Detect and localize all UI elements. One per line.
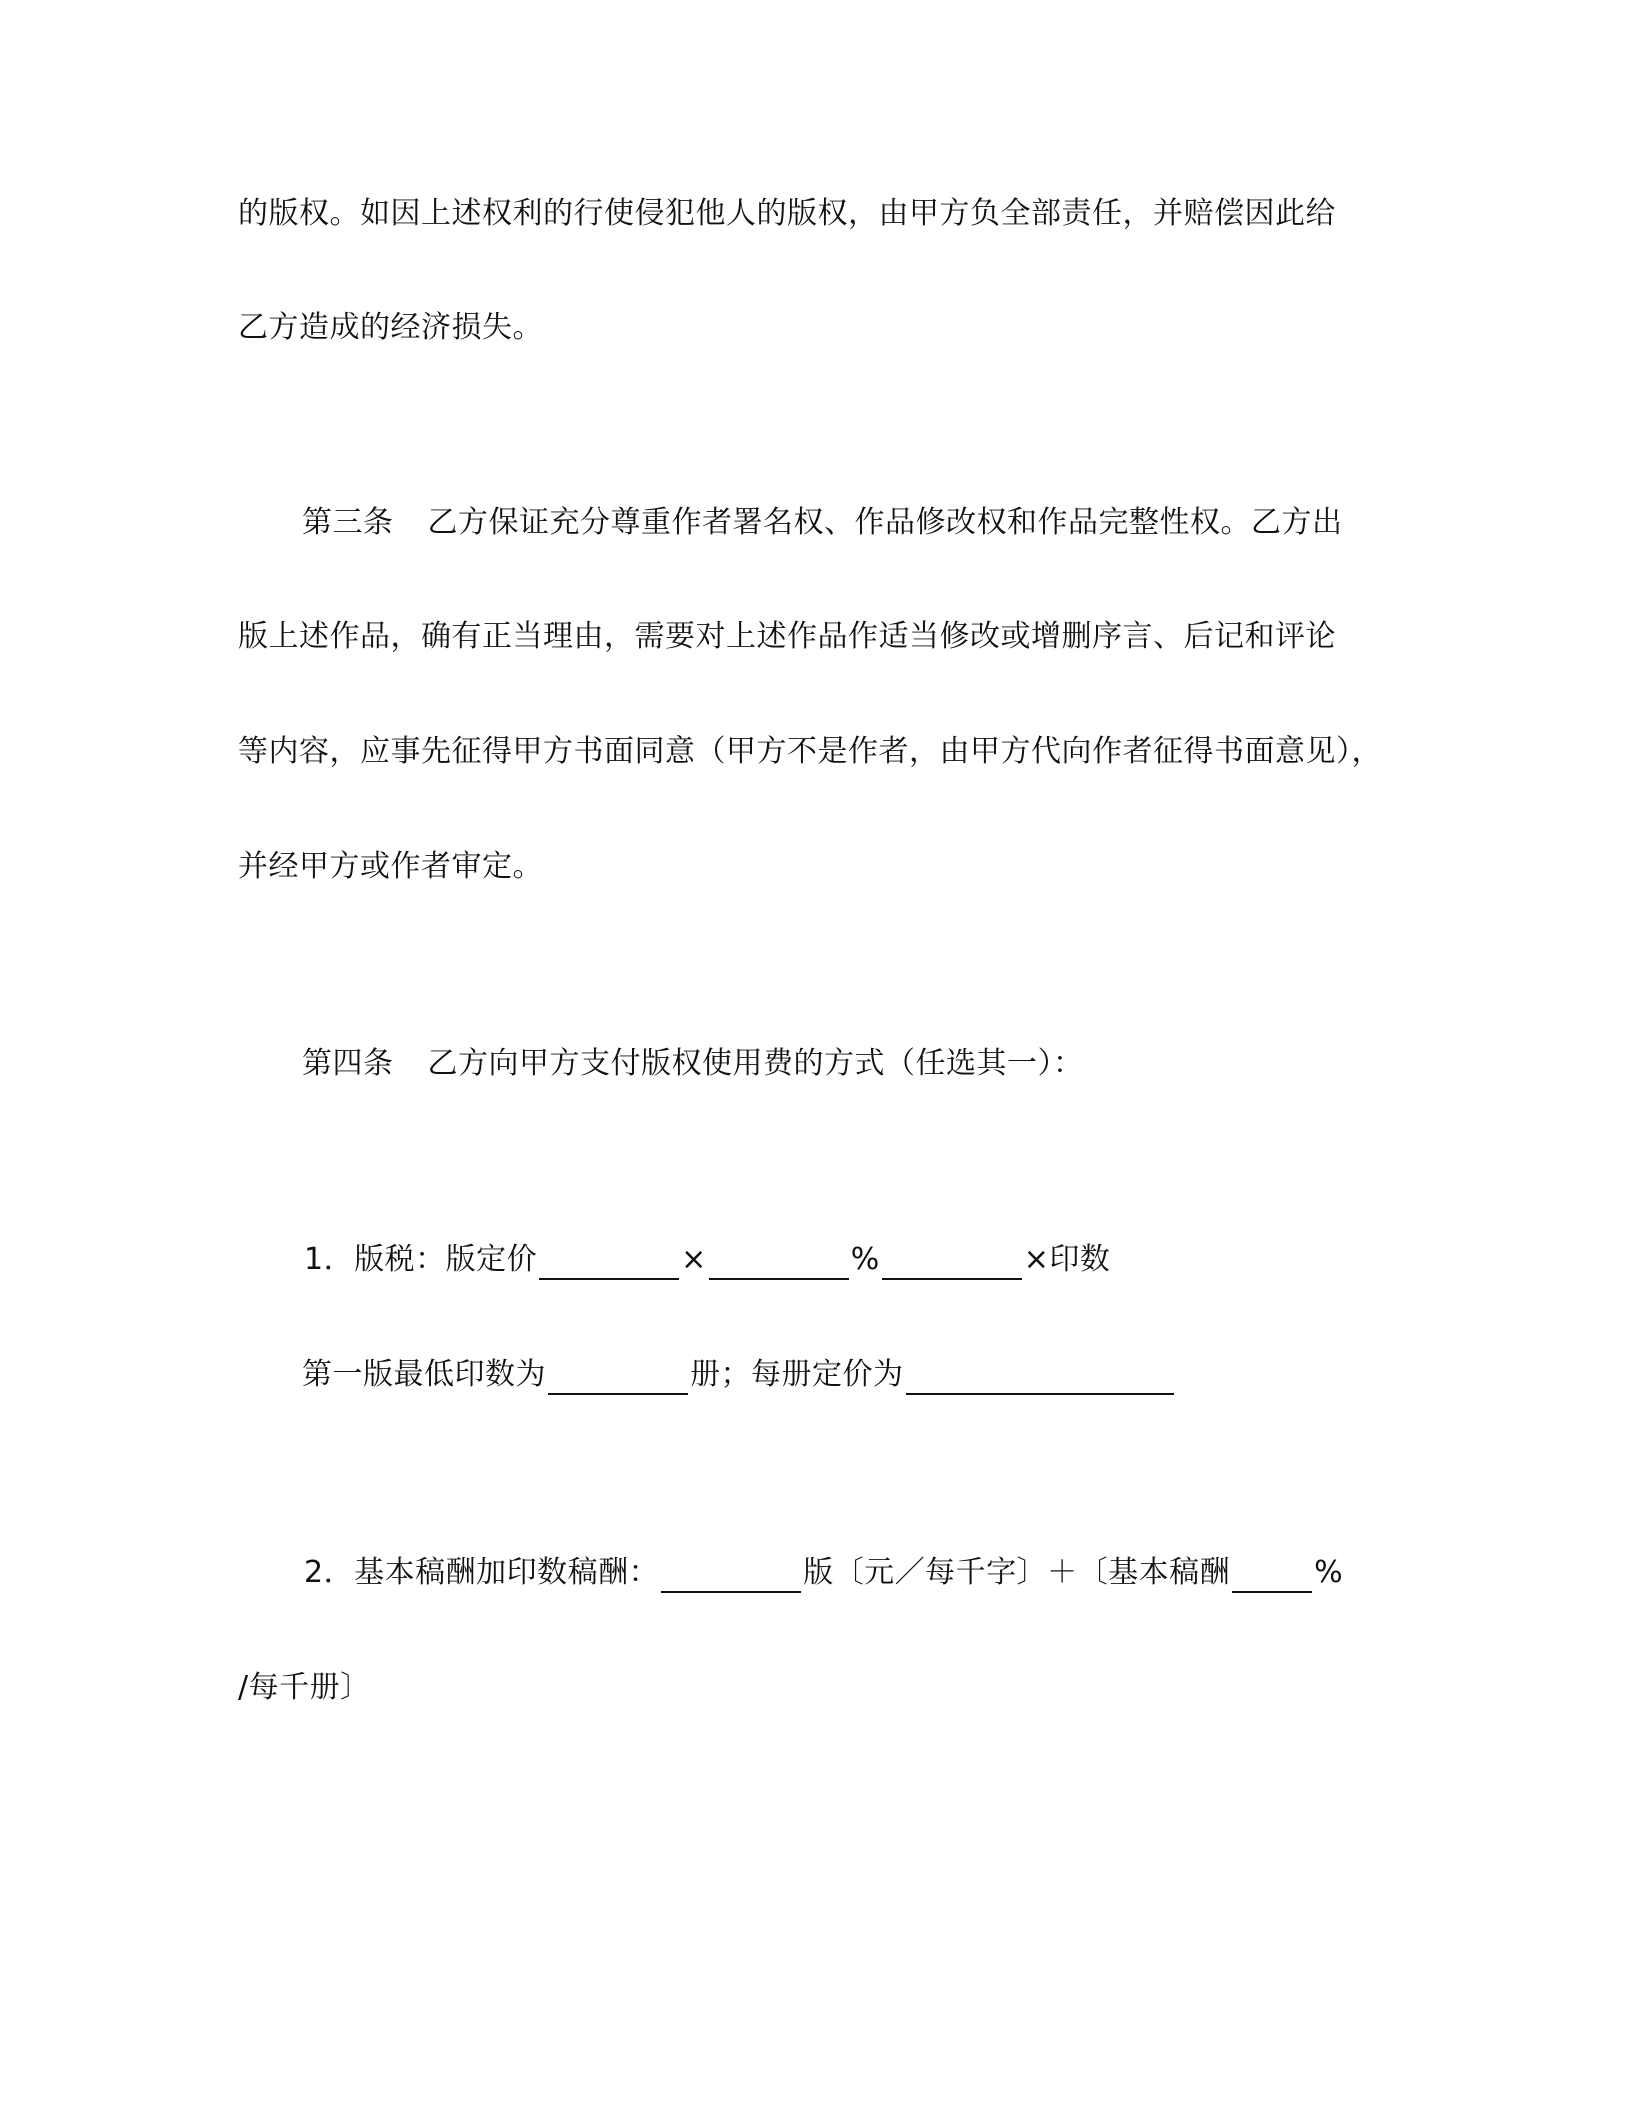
item-1-line-2 [302,1355,1176,1395]
article-4-heading [302,1044,1084,1084]
article-3-text: 乙方保证充分尊重作者署名权、作品修改权和作品完整性权。乙方出 [427,505,1343,540]
paragraph-line: 的版权。如因上述权利的行使侵犯他人的版权，由甲方负全部责任，并赔偿因此给 [238,196,1336,231]
percent-sign: % [850,1242,880,1277]
blank-field[interactable] [539,1244,679,1280]
item-2-line-1 [304,1553,1343,1593]
article-4-label: 第四条 [302,1046,394,1081]
item-2-line-2: /每千册〕 [238,1670,371,1705]
blank-field[interactable] [1232,1557,1312,1593]
article-3-line-4: 并经甲方或作者审定。 [238,849,543,884]
article-4-text: 乙方向甲方支付版权使用费的方式（任选其一）： [427,1046,1084,1081]
paragraph-line: 乙方造成的经济损失。 [238,310,543,345]
blank-field[interactable] [709,1244,849,1280]
percent-sign: % [1314,1555,1344,1590]
blank-field[interactable] [882,1244,1022,1280]
item-1-prefix: 1．版税：版定价 [304,1242,538,1277]
min-print-label: 第一版最低印数为 [302,1357,546,1392]
blank-field[interactable] [906,1359,1174,1395]
blank-field[interactable] [661,1557,801,1593]
item-2-prefix: 2．基本稿酬加印数稿酬： [304,1555,660,1590]
item-2-mid: 版〔元／每千字〕＋〔基本稿酬 [803,1555,1231,1590]
article-3-line-3: 等内容，应事先征得甲方书面同意（甲方不是作者，由甲方代向作者征得书面意见）， [238,734,1382,769]
article-3-line-1 [302,503,1343,543]
article-3-label: 第三条 [302,505,394,540]
unit-price-label: 册；每册定价为 [690,1357,904,1392]
item-1-suffix: ×印数 [1023,1242,1111,1277]
article-3-line-2: 版上述作品，确有正当理由，需要对上述作品作适当修改或增删序言、后记和评论 [238,619,1336,654]
blank-field[interactable] [548,1359,688,1395]
item-1-line-1 [304,1240,1110,1280]
times-sign: × [681,1242,707,1277]
